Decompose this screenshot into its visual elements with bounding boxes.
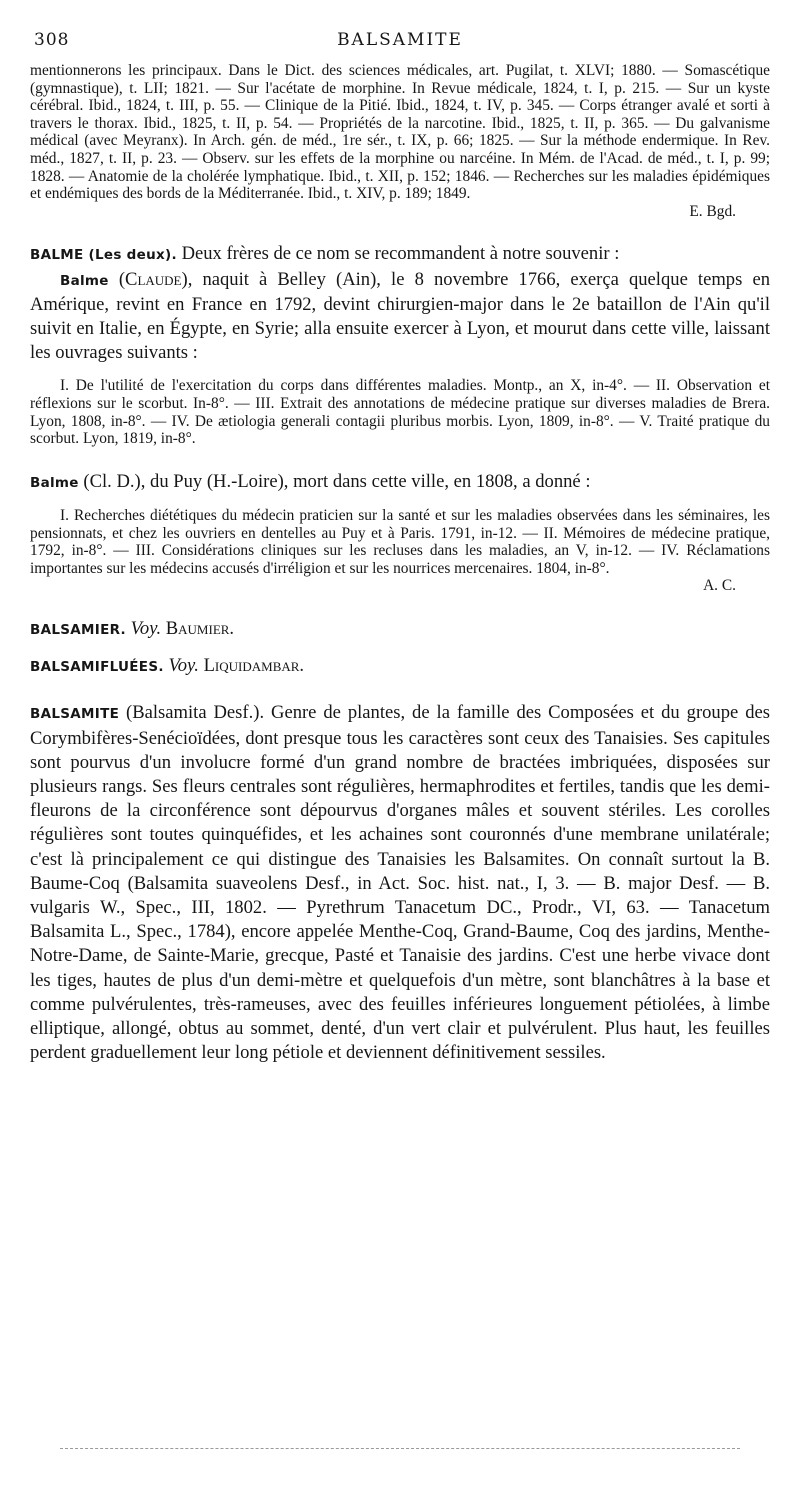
balme-cl-d-signature: A. C. <box>703 577 736 595</box>
intro-bibliography-text: mentionnerons les principaux. Dans le Dict. des sciences médicales, art. Pugilat, t. XLVI; 1880. — Somascétique (gymnastique), t. LII; 1821. — Sur l'acétate de morphine. In Revue médicale, 1824, t. I, p. 215. — Sur un kyste cérébral. Ibid., 1824, t. III, p. 55. — Clinique de la Pitié. Ibid., 1824, t. IV, p. 345. — Corps étranger avalé et sorti à travers le thorax. Ibid., 1825, t. II, p. 54. — Propriétés de la narcotine. Ibid., 1825, t. II, p. 365. — Du galvanisme médical (avec Meyranx). In Arch. gén. de méd., 1re sér., t. IX, p. 66; 1825. — Sur la méthode endermique. In Rev. méd., 1827, t. II, p. 23. — Observ. sur les effets de la morphine ou narcéine. In Mém. de l'Acad. de méd., t. I, p. 99; 1828. — Anatomie de la cholérée lymphatique. Ibid., t. XII, p. 152; 1846. — Recherches sur les maladies épidémiques et endémiques des bords de la Méditerranée. Ibid., t. XIV, p. 189; 1849. <box>30 62 770 203</box>
entry-balme-cl-d <box>30 470 770 495</box>
entry-balsamite-text: (Balsamita Desf.). Genre de plantes, de la famille des Composées et du groupe des Corymbifères-Senécioïdées, dont presque tous les caractères sont ceux des Tanaisies. Ses capitules sont pourvus d'un involucre formé d'un grand nombre de bractées imbriquées, disposées sur plusieurs rangs. Ses fleurs centrales sont régulières, hermaphrodites et fertiles, tandis que les demi-fleurons de la circonférence sont dépourvus d'organes mâles et souvent stériles. Les corolles régulières sont toutes quinquéfides, et les achaines sont couronnés d'une membrane unilatérale; c'est là principalement ce qui distingue des Tanaisies les Balsamites. On connaît surtout la B. Baume-Coq (Balsamita suaveolens Desf., in Act. Soc. hist. nat., I, 3. — B. major Desf. — B. vulgaris W., Spec., III, 1802. — Pyrethrum Tanacetum DC., Prodr., VI, 63. — Tanacetum Balsamita L., Spec., 1784), encore appelée Menthe-Coq, Grand-Baume, Coq des jardins, Menthe-Notre-Dame, de Sainte-Marie, grecque, Pasté et Tanaisie des jardins. C'est une herbe vivace dont les tiges, hautes de plus d'un demi-mètre et quelquefois d'un mètre, sont blanchâtres à la base et comme pulvérulentes, très-rameuses, avec des feuilles inférieures longuement pétiolées, à limbe elliptique, allongé, obtus au sommet, denté, d'un vert clair et pulvérulent. Plus haut, les feuilles perdent graduellement leur long pétiole et deviennent définitivement sessiles. <box>30 702 770 1064</box>
balme-claude-name: (Claude), <box>118 268 193 290</box>
entry-balme-claude-text: naquit à Belley (Ain), le 8 novembre 1766, exerça quelque temps en Amérique, revint en France en 1792, devint chirurgien-major dans le 2e bataillon de l'Ain qu'il suivit en Italie, en Égypte, en Syrie; alla ensuite exercer à Lyon, et mourut dans cette ville, laissant les ouvrages suivants : <box>30 268 770 364</box>
intro-signature: E. Bgd. <box>689 202 736 220</box>
balsamifluees-ref: Liquidambar. <box>203 655 305 677</box>
running-head <box>30 30 770 56</box>
footer-rule <box>60 1448 740 1449</box>
intro-bibliography <box>30 62 770 220</box>
headword-balme-claude: Balme <box>60 272 109 289</box>
entry-balme-deux-text: Deux frères de ce nom se recommandent à notre souvenir : <box>181 243 620 265</box>
entry-balsamier <box>30 617 770 642</box>
entry-balme-claude <box>30 268 770 366</box>
headword-balsamifluees: BALSAMIFLUÉES. <box>30 659 164 676</box>
headword-balme-cl-d: Balme <box>30 474 79 491</box>
entry-balme-cl-d-text: (Cl. D.), du Puy (H.-Loire), mort dans cette ville, en 1808, a donné : <box>83 470 591 492</box>
headword-balme-deux: BALME (Les deux). <box>30 247 177 264</box>
entry-balsamifluees <box>30 654 770 679</box>
balme-cl-d-works <box>30 507 770 595</box>
page-number: 308 <box>34 30 70 50</box>
balme-claude-works: I. De l'utilité de l'exercitation du corps dans différentes maladies. Montp., an X, in-4°. — II. Observation et réflexions sur le scorbut. In-8°. — III. Extrait des annotations de médecine pratique sur diverses maladies de Brera. Lyon, 1808, in-8°. — IV. De ætiologia generali contagii pluribus morbis. Lyon, 1809, in-8°. — V. Traité pratique du scorbut. Lyon, 1819, in-8°. <box>30 377 770 448</box>
headword-balsamier: BALSAMIER. <box>30 621 126 638</box>
balme-cl-d-works-text: I. Recherches diététiques du médecin praticien sur la santé et sur les maladies observées dans les séminaires, les pensionnats, et chez les ouvriers en dentelles au Puy et à Paris. 1791, in-12. — II. Mémoires de médecine pratique, 1792, in-8°. — III. Considérations cliniques sur les recluses dans les maladies, an V, in-12. — IV. Réclamations importantes sur les médecins accusés d'irréligion et sur les nourrices mercenaires. 1804, in-8°. <box>30 506 770 577</box>
entry-balme-deux <box>30 242 770 267</box>
running-title: BALSAMITE <box>337 30 463 50</box>
balsamifluees-voy: Voy. <box>168 655 199 677</box>
headword-balsamite: BALSAMITE <box>30 706 120 723</box>
balsamier-ref: Baumier. <box>165 617 235 639</box>
entry-balsamite <box>30 701 770 1065</box>
balsamier-voy: Voy. <box>130 617 162 639</box>
